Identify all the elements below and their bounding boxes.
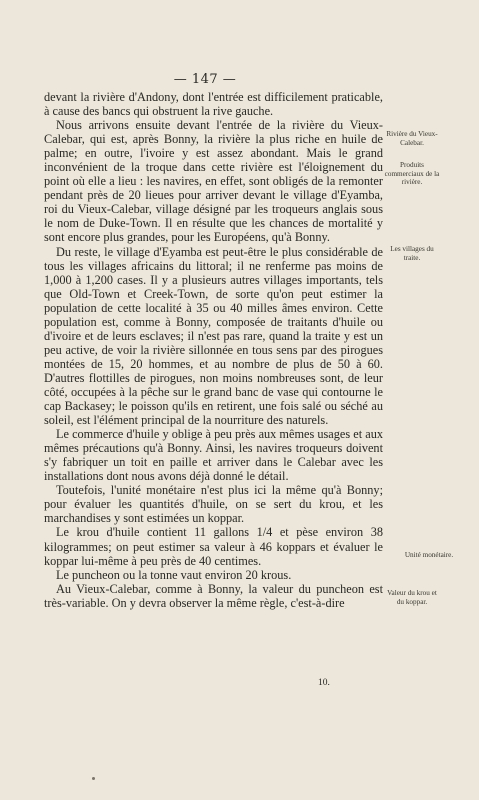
paragraph: Toutefois, l'unité monétaire n'est plus ici la même qu'à Bonny; pour évaluer les quantités d'huile, on se sert du krou, et les marchandises y sont estimées un koppar. bbox=[44, 483, 383, 526]
paragraph: Au Vieux-Calebar, comme à Bonny, la valeur du puncheon est très-variable. On y devra observer la même règle, c'est-à-dire bbox=[44, 581, 383, 610]
margin-note-villages: Les villages du traite. bbox=[390, 245, 434, 262]
ink-spot bbox=[92, 777, 95, 780]
paragraph: Du reste, le village d'Eyamba est peut-être le plus considérable de tous les villages africains du littoral; il ne renferme pas moins de 1,000 à 1,200 cases. Il y a plusieurs autres villages importants, tels que Old-Town et Creek-Town, de sorte qu'on peut estimer la population de cette localité à 35 ou 40 milles âmes environ. Cette population est, comme à Bonny, composée de traitants d'huile ou d'ivoire et de leurs esclaves; il n'est pas rare, quand la traite y est un peu active, de voir la rivière sillonnée en tous sens par des pirogues montées de 15, 20 hommes, et au nombre de plus de 50 à 60. D'autres flottilles de pirogues, non moins nombreuses sont, de leur côté, occupées à la pêche sur le grand banc de vase qui contourne le cap Backasey; le poisson qu'ils en retirent, une fois salé ou séché au soleil, est l'élément principal de la nourriture des naturels. bbox=[44, 244, 383, 428]
paragraph: devant la rivière d'Andony, dont l'entrée est difficilement praticable, à cause des bancs qui obstruent la rive gauche. bbox=[44, 90, 383, 119]
paragraph: Nous arrivons ensuite devant l'entrée de la rivière du Vieux-Calebar, qui est, après Bonny, la rivière la plus riche en huile de palme; en outre, l'ivoire y est assez abondant. Mais le grand inconvénient de la troque dans cette rivière est l'éloignement du point où elle a lieu : les navires, en effet, sont obligés de la remonter pendant près de 20 lieues pour arriver devant le village d'Eyamba, roi du Vieux-Calebar, village désigné par les troqueurs anglais sous le nom de Duke-Town. Il en résulte que les chances de mortalité y sont encore plus grandes, pour les Européens, qu'à Bonny. bbox=[44, 118, 383, 245]
margin-note-valeur: Valeur du krou et du koppar. bbox=[387, 589, 437, 606]
margin-note-produits: Produits commerciaux de la rivière. bbox=[384, 161, 440, 187]
paragraph: Le puncheon ou la tonne vaut environ 20 krous. bbox=[56, 567, 292, 582]
paragraph: Le krou d'huile contient 11 gallons 1/4 et pèse environ 38 kilogrammes; on peut estimer sa valeur à 46 koppars et évaluer le koppar lui-même à peu près de 40 centimes. bbox=[44, 525, 383, 568]
margin-note-unite: Unité monétaire. bbox=[404, 551, 454, 559]
signature-mark: 10. bbox=[318, 678, 330, 688]
paragraph: Le commerce d'huile y oblige à peu près aux mêmes usages et aux mêmes précautions qu'à Bonny. Ainsi, les navires troqueurs doivent s'y fabriquer un toit en paille et arriver dans le Calebar avec les installations dont nous avons déjà donné le détail. bbox=[44, 427, 383, 484]
page-number: — 147 — bbox=[173, 72, 237, 87]
margin-note-riviere: Rivière du Vieux-Calebar. bbox=[386, 130, 438, 147]
body-text bbox=[44, 90, 383, 610]
